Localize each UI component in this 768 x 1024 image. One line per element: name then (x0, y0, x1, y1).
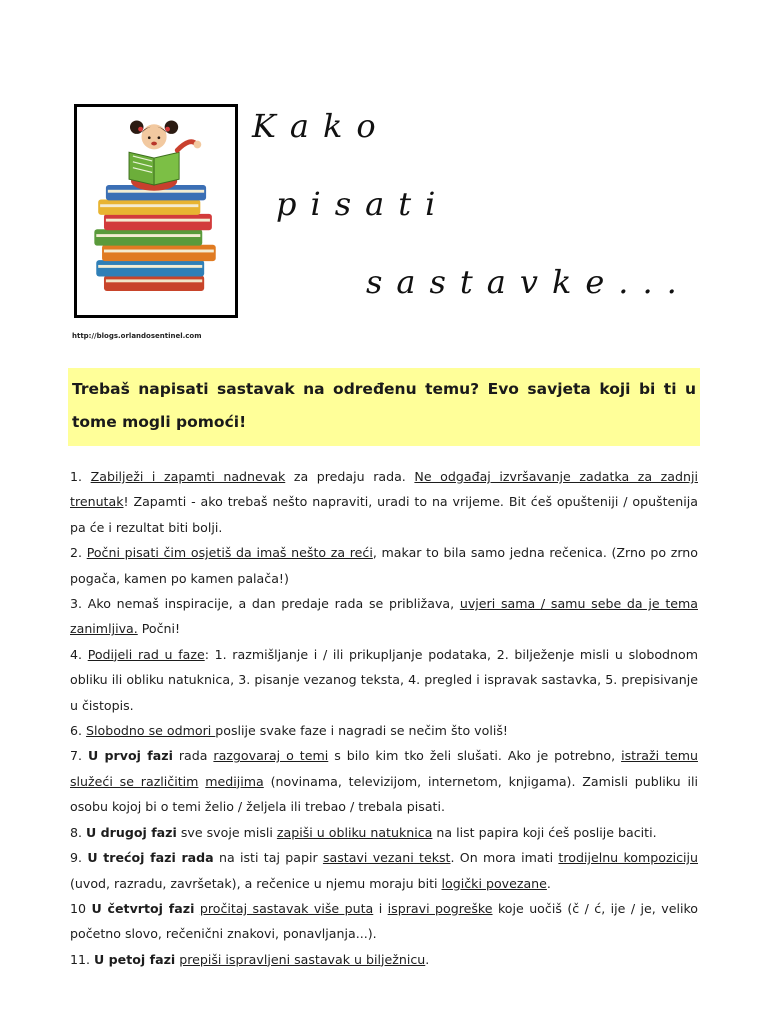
tip-4: 4. Podijeli rad u faze: 1. razmišljanje i / ili prikupljanje podataka, 2. bilježenje misli u slobodnom obliku ili obliku natuknica, 3. pisanje vezanog teksta, 4. pregled i ispravak sastavka, 5. prepisivanje u čistopis. (70, 646, 698, 713)
title-word-sastavke: sastavke... (366, 263, 691, 301)
tip-6: 6. Slobodno se odmori poslije svake faze i nagradi se nečim što voliš! (70, 723, 508, 739)
image-source-url: http://blogs.orlandosentinel.com (72, 332, 202, 340)
title-word-kako: Kako (252, 107, 390, 145)
title-word-pisati: pisati (276, 185, 450, 223)
tip-1: 1. Zabilježi i zapamti nadnevak za predaju rada. Ne odgađaj izvršavanje zadatka za zadnji trenutak! Zapamti - ako trebaš nešto napraviti, uradi to na vrijeme. Bit ćeš opušteniji / opuštenija pa će i rezultat biti bolji. (70, 469, 698, 535)
tip-9: 9. U trećoj fazi rada na isti taj papir sastavi vezani tekst. On mora imati trodijelnu kompoziciju (uvod, razradu, završetak), a rečenice u njemu moraju biti logički povezane. (70, 850, 698, 891)
tip-3: 3. Ako nemaš inspiracije, a dan predaje rada se približava, uvjeri sama / samu sebe da je tema zanimljiva. Počni! (70, 596, 698, 637)
girl-reading-books-illustration (74, 104, 238, 318)
tip-2: 2. Počni pisati čim osjetiš da imaš nešto za reći, makar to bila samo jedna rečenica. (Zrno po zrno pogača, kamen po kamen palača!) (70, 545, 698, 586)
tips-list (70, 464, 698, 972)
tip-11: 11. U petoj fazi prepiši ispravljeni sastavak u bilježnicu. (70, 951, 430, 967)
tip-7: 7. U prvoj fazi rada razgovaraj o temi s bilo kim tko želi slušati. Ako je potrebno, istraži temu služeći se različitim medijima (novinama, televizijom, internetom, knjigama). Zamisli publiku ili osobu kojoj bi o temi želio / željela ili trebao / trebala pisati. (70, 748, 698, 815)
tip-10: 10 U četvrtoj fazi pročitaj sastavak više puta i ispravi pogreške koje uočiš (č / ć, ije / je, veliko početno slovo, rečenični znakovi, ponavljanja...). (70, 900, 698, 942)
intro-highlight-box (68, 368, 700, 446)
book-stack-icon (77, 107, 235, 315)
intro-text: Trebaš napisati sastavak na određenu temu? Evo savjeta koji bi ti u tome mogli pomoći! (72, 380, 696, 431)
tip-8: 8. U drugoj fazi sve svoje misli zapiši u obliku natuknica na list papira koji ćeš poslije baciti. (70, 824, 657, 840)
